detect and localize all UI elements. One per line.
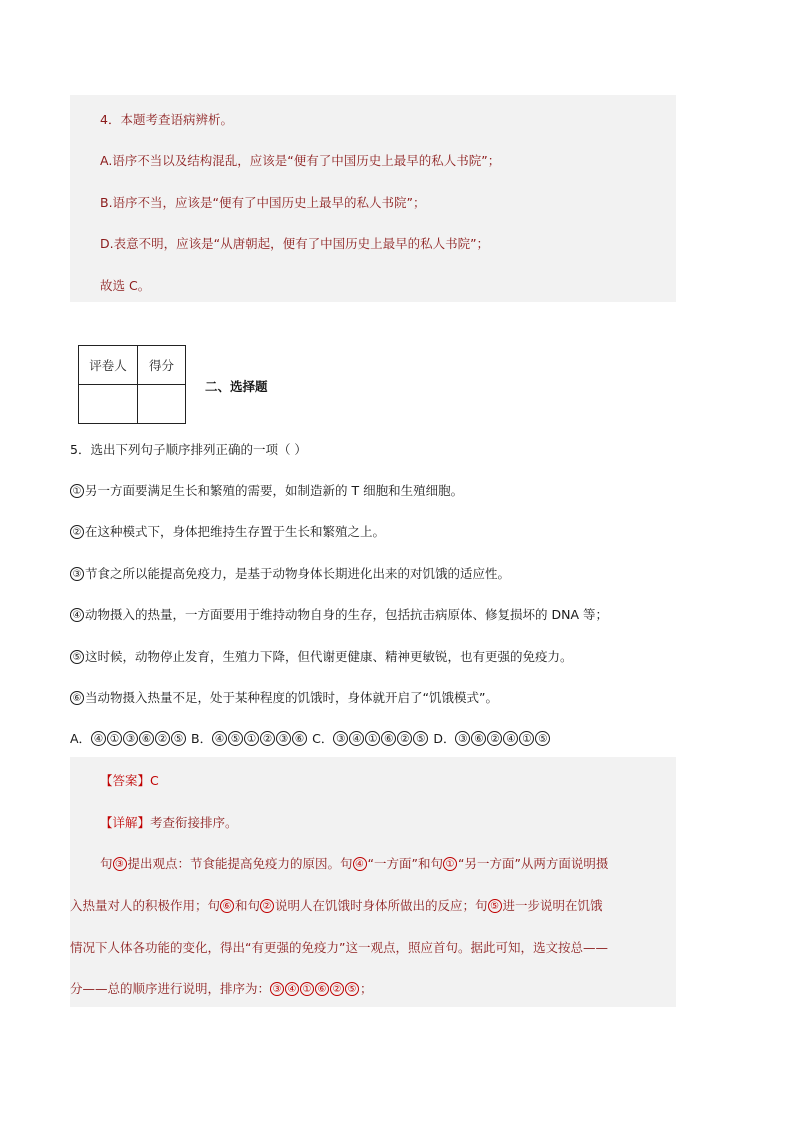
answer-value: C: [150, 773, 159, 788]
detail-text: 考查衔接排序。: [150, 815, 238, 830]
q5-options: [70, 729, 551, 747]
q5-sentence-5: ⑤ 这时候，动物停止发育，生殖力下降，但代谢更健康、精神更敏锐，也有更强的免疫力。: [70, 647, 573, 665]
q4-option-a-analysis: A.语序不当以及结构混乱，应该是“便有了中国历史上最早的私人书院”；: [100, 153, 501, 168]
circled-5: ⑤: [488, 899, 502, 913]
score-table: [78, 345, 186, 424]
circled-6: ⑥: [70, 691, 84, 705]
q4-explanation-block: [70, 95, 676, 302]
q5-sentence-6: ⑥ 当动物摄入热量不足，处于某种程度的饥饿时，身体就开启了“饥饿模式”。: [70, 688, 498, 706]
score-header: 得分: [138, 346, 186, 385]
reviewer-header: 评卷人: [79, 346, 138, 385]
q5-stem: 5．选出下列句子顺序排列正确的一项（ ）: [70, 442, 307, 457]
detail-paragraph-line-3: 情况下人体各功能的变化，得出“有更强的免疫力”这一观点，照应首句。据此可知，选文按总——: [70, 940, 608, 955]
section-title: 二、选择题: [205, 379, 268, 394]
circled-4: ④: [70, 608, 84, 622]
q4-option-b-analysis: B.语序不当，应该是“便有了中国历史上最早的私人书院”；: [100, 195, 426, 210]
reviewer-cell[interactable]: [79, 385, 138, 424]
option-c[interactable]: C． ③ ④ ① ⑥ ② ⑤: [312, 731, 429, 746]
answer-line: [100, 771, 159, 789]
option-a[interactable]: A． ④ ① ③ ⑥ ② ⑤: [70, 731, 187, 746]
q4-conclusion: 故选 C。: [100, 278, 151, 293]
circled-4: ④: [353, 857, 367, 871]
q5-sentence-3: ③ 节食之所以能提高免疫力，是基于动物身体长期进化出来的对饥饿的适应性。: [70, 564, 510, 582]
circled-5: ⑤: [70, 650, 84, 664]
detail-paragraph-line-1: 句 ③ 提出观点：节食能提高免疫力的原因。句 ④ “一方面”和句 ① “另一方面”从两方面说明摄: [100, 856, 609, 871]
q4-explanation-title: 4．本题考查语病辨析。: [100, 112, 233, 127]
circled-2: ②: [70, 525, 84, 539]
q5-sentence-4: ④ 动物摄入的热量，一方面要用于维持动物自身的生存，包括抗击病原体、修复损坏的 DNA 等；: [70, 605, 608, 623]
q5-sentence-2: ② 在这种模式下，身体把维持生存置于生长和繁殖之上。: [70, 522, 385, 540]
q4-option-d-analysis: D.表意不明，应该是“从唐朝起，便有了中国历史上最早的私人书院”；: [100, 236, 490, 251]
q5-sentence-1: ① 另一方面要满足生长和繁殖的需要，如制造新的 T 细胞和生殖细胞。: [70, 481, 463, 499]
circled-1: ①: [70, 484, 84, 498]
circled-6: ⑥: [220, 899, 234, 913]
detail-paragraph-line-4: 分——总的顺序进行说明，排序为： ③ ④ ① ⑥ ② ⑤ ；: [70, 981, 373, 996]
q5-answer-block: [70, 757, 676, 1007]
option-d[interactable]: D． ③ ⑥ ② ④ ① ⑤: [433, 731, 551, 746]
detail-label: 【详解】: [100, 815, 151, 830]
option-b[interactable]: B． ④ ⑤ ① ② ③ ⑥: [191, 731, 308, 746]
circled-2: ②: [260, 899, 274, 913]
circled-3: ③: [113, 857, 127, 871]
detail-paragraph-line-2: 入热量对人的积极作用；句 ⑥ 和句 ② 说明人在饥饿时身体所做出的反应；句 ⑤ 进一步说明在饥饿: [70, 898, 603, 913]
circled-1: ①: [443, 857, 457, 871]
answer-label: 【答案】: [100, 773, 151, 788]
circled-3: ③: [70, 567, 84, 581]
score-cell[interactable]: [138, 385, 186, 424]
detail-line: [100, 813, 238, 831]
